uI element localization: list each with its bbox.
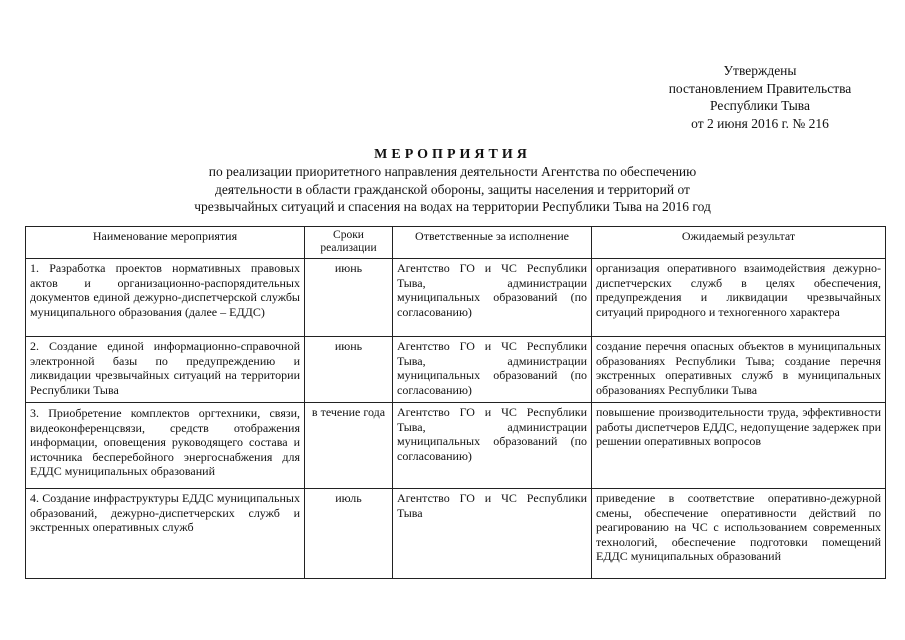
measure-name: 2. Создание единой информационно-справочной электронной базы по предупреждению и ликвидации чрезвычайных ситуаций на территории Республики Тыва [26, 337, 305, 403]
measure-name: 1. Разработка проектов нормативных правовых актов и организационно-распорядительных документов единой дежурно-диспетчерской службы муниципального образования (далее – ЕДДС) [26, 259, 305, 337]
approval-stamp [640, 62, 880, 132]
measure-responsible: Агентство ГО и ЧС Республики Тыва, администрации муниципальных образований (по согласованию) [393, 403, 592, 489]
measures-table [25, 226, 886, 579]
subtitle-line: деятельности в области гражданской обороны, защиты населения и территорий от [215, 181, 690, 197]
measure-period: июнь [305, 337, 393, 403]
measure-name: 3. Приобретение комплектов оргтехники, связи, видеоконференцсвязи, средств отображения информации, оповещения руководящего состава и источника бесперебойного энергоснабжения для ЕДДС муниципальных образований [26, 403, 305, 489]
approval-date-line: от 2 июня 2016 г. № 216 [691, 115, 829, 131]
document-subtitle [0, 163, 905, 216]
approval-line: постановлением Правительства [668, 80, 852, 96]
subtitle-line: по реализации приоритетного направления деятельности Агентства по обеспечению [208, 164, 697, 179]
document-title: МЕРОПРИЯТИЯ [374, 147, 531, 162]
header-result: Ожидаемый результат [592, 227, 886, 259]
header-responsible: Ответственные за исполнение [393, 227, 592, 259]
measure-period: июль [305, 489, 393, 579]
measure-responsible: Агентство ГО и ЧС Республики Тыва [393, 489, 592, 579]
header-name: Наименование мероприятия [26, 227, 305, 259]
measure-responsible: Агентство ГО и ЧС Республики Тыва, администрации муниципальных образований (по согласованию) [393, 259, 592, 337]
table-row [26, 489, 886, 579]
table-row [26, 337, 886, 403]
measure-result: создание перечня опасных объектов в муниципальных образованиях Республики Тыва; создание перечня экстренных оперативных служб в муниципальных образованиях Республики Тыва [592, 337, 886, 403]
table-row [26, 259, 886, 337]
subtitle-line: чрезвычайных ситуаций и спасения на водах на территории Республики Тыва на 2016 год [194, 199, 711, 214]
measure-period: июнь [305, 259, 393, 337]
measure-result: повышение производительности труда, эффективности работы диспетчеров ЕДДС, недопущение задержек при решении оперативных вопросов [592, 403, 886, 489]
measure-responsible: Агентство ГО и ЧС Республики Тыва, администрации муниципальных образований (по согласованию) [393, 337, 592, 403]
header-period: Сроки реализации [305, 227, 393, 259]
measure-period: в течение года [305, 403, 393, 489]
approval-line: Утверждены [723, 63, 797, 78]
table-header-row [26, 227, 886, 259]
table-row [26, 403, 886, 489]
measure-result: приведение в соответствие оперативно-дежурной смены, обеспечение оперативности действий по реагированию на ЧС с использованием современных технологий, обеспечение подготовки помещений ЕДДС муниципальных образований [592, 489, 886, 579]
measure-name: 4. Создание инфраструктуры ЕДДС муниципальных образований, дежурно-диспетчерских служб и экстренных оперативных служб [26, 489, 305, 579]
approval-line: Республики Тыва [710, 98, 810, 113]
measure-result: организация оперативного взаимодействия дежурно-диспетчерских служб в целях обеспечения, предупреждения и ликвидации чрезвычайных ситуаций природного и техногенного характера [592, 259, 886, 337]
